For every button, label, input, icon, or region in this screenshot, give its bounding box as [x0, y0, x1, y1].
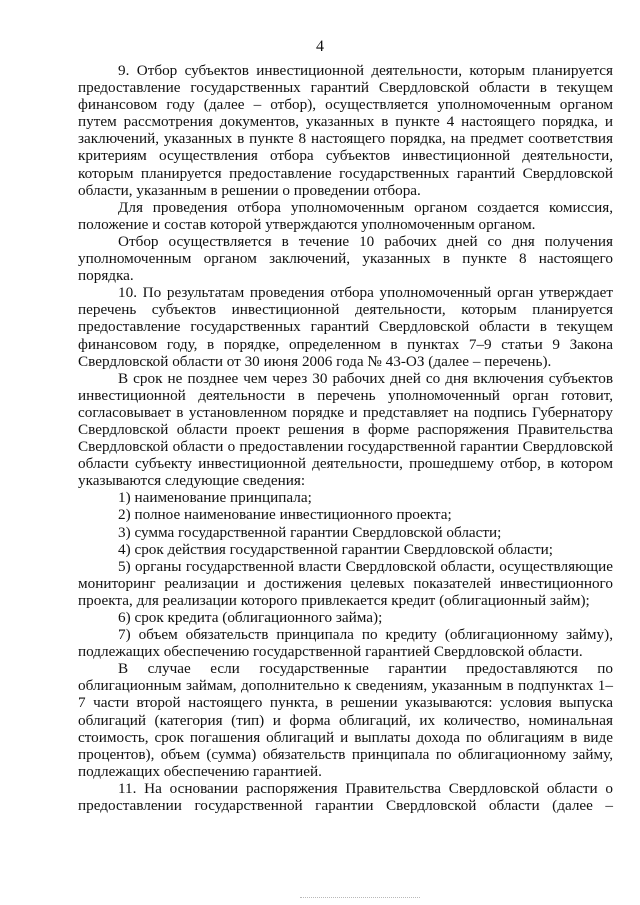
- paragraph-bond-loans: В случае если государственные гарантии предоставляются по облигационным займам, дополнительно к сведениям, указанным в подпунктах 1–7 части второй настоящего пункта, в решении указываются: условия выпуска облигаций (категория (тип) и форма облигаций, их количество, номинальная стоимость, срок погашения облигаций и выплаты дохода по облигациям в виде процентов), объем (сумма) обязательств принципала по облигационному займу, подлежащих обеспечению гарантией.: [78, 660, 613, 780]
- list-item-6: 6) срок кредита (облигационного займа);: [118, 609, 383, 626]
- page-number: 4: [316, 38, 324, 55]
- scan-edge-mark: [300, 897, 420, 900]
- paragraph-11-start: 11. На основании распоряжения Правительства Свердловской области о предоставлении государственной гарантии Свердловской области (далее –: [78, 779, 613, 815]
- paragraph-commission: Для проведения отбора уполномоченным органом создается комиссия, положение и состав которой утверждаются уполномоченным органом.: [78, 198, 613, 233]
- list-item-7: 7) объем обязательств принципала по кредиту (облигационному займу), подлежащих обеспечению государственной гарантией Свердловской области.: [78, 626, 613, 661]
- paragraph-10-list: 10. По результатам проведения отбора уполномоченный орган утверждает перечень субъектов инвестиционной деятельности, которым планируется предоставление государственных гарантий Свердловской области в текущем финансовом году, в порядке, определенном в пунктах 7–9 статьи 9 Закона Свердловской области от 30 июня 2006 года № 43-ОЗ (далее – перечень).: [78, 284, 613, 370]
- document-body: [78, 62, 613, 814]
- list-item-1: 1) наименование принципала;: [118, 489, 312, 507]
- paragraph-9-selection: 9. Отбор субъектов инвестиционной деятельности, которым планируется предоставление государственных гарантий Свердловской области в текущем финансовом году (далее – отбор), осуществляется уполномоченным органом путем рассмотрения документов, указанных в пункте 4 настоящего порядка, и заключений, указанных в пункте 8 настоящего порядка, на предмет соответствия критериям осуществления отбора субъектов инвестиционной деятельности, которым планируется предоставление государственных гарантий Свердловской области, указанным в решении о проведении отбора.: [78, 62, 613, 199]
- paragraph-selection-term: Отбор осуществляется в течение 10 рабочих дней со дня получения уполномоченным органом заключений, указанных в пункте 8 настоящего порядка.: [78, 232, 613, 285]
- paragraph-decision-draft: В срок не позднее чем через 30 рабочих дней со дня включения субъектов инвестиционной деятельности в перечень уполномоченный орган готовит, согласовывает в установленном порядке и представляет на подпись Губернатору Свердловской области проект решения в форме распоряжения Правительства Свердловской области о предоставлении государственной гарантии Свердловской области субъекту инвестиционной деятельности, прошедшему отбор, в котором указываются следующие сведения:: [78, 369, 613, 490]
- list-item-5: 5) органы государственной власти Свердловской области, осуществляющие мониторинг реализации и достижения целевых показателей инвестиционного проекта, для реализации которого привлекается кредит (облигационный займ);: [78, 557, 613, 609]
- list-item-3: 3) сумма государственной гарантии Свердловской области;: [118, 523, 502, 541]
- list-item-4: 4) срок действия государственной гарантии Свердловской области;: [118, 540, 553, 558]
- list-item-2: 2) полное наименование инвестиционного проекта;: [118, 506, 452, 524]
